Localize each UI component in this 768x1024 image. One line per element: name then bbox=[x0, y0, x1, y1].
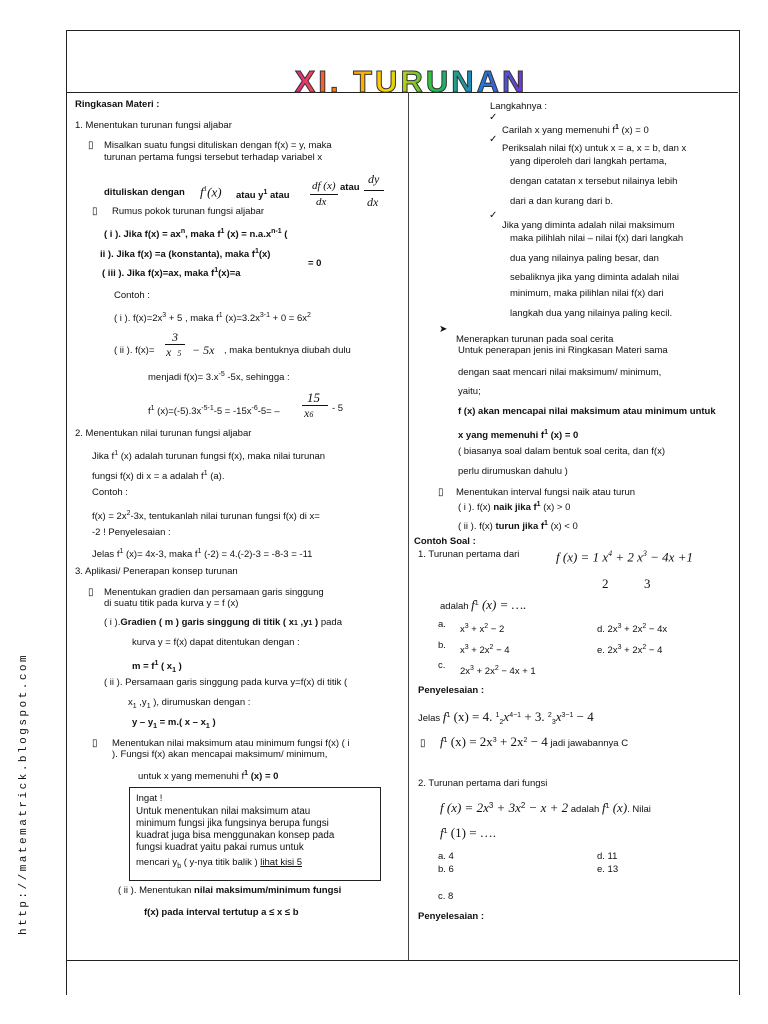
arrow-bullet-icon: ➤ bbox=[439, 324, 448, 335]
s3-text-2: di suatu titik pada kurva y = f (x) bbox=[104, 598, 239, 609]
s1-text-2: turunan pertama fungsi tersebut terhadap variabel x bbox=[104, 152, 323, 163]
s2-text-2: fungsi f(x) di x = a adalah $f^1$ (a). bbox=[92, 470, 225, 483]
s2-text-1: Jika $f^1$ (x) adalah turunan fungsi f(x), maka nilai turunan bbox=[92, 450, 326, 463]
check-icon: ✓ bbox=[489, 112, 498, 123]
cerita-heading: Menerapkan turunan pada soal cerita bbox=[456, 334, 614, 345]
side-url: http://matematrick.blogspot.com bbox=[18, 652, 30, 935]
example-ii-a: ( ii ). f(x)= bbox=[114, 345, 155, 356]
penyelesaian-2: Penyelesaian : bbox=[418, 911, 485, 922]
q1-jelas: Jelas $f^1$ (x) = 4. $^1_2x^{4-1} + 3$. $^2_3x^{3-1} - 4$ bbox=[418, 709, 594, 727]
rule-ii: ii ). Jika f(x) =a (konstanta), maka $f^1(x)$ bbox=[100, 248, 271, 261]
s3-interval-2: f(x) pada interval tertutup a ≤ x ≤ b bbox=[144, 907, 299, 918]
s3-garis-formula: $y - y_1 = m$.( x – $x_1$ ) bbox=[132, 717, 216, 730]
s2-example-1: $f(x) = 2x^2-3x$, tentukanlah nilai turunan fungsi f(x) di x= bbox=[92, 510, 320, 523]
dy-denominator: dx bbox=[367, 195, 379, 209]
cerita-8: perlu dirumuskan dahulu ) bbox=[458, 466, 568, 477]
langkah-2d: dari a dan kurang dari b. bbox=[510, 196, 613, 207]
ex-ii-numerator: 3 bbox=[172, 330, 178, 344]
q1-adalah: adalah $f^1$ (x) = …. bbox=[440, 597, 527, 613]
q1-option-b-label: b. bbox=[438, 640, 446, 651]
page-title bbox=[278, 64, 544, 98]
q2-text: 2. Turunan pertama dari fungsi bbox=[418, 778, 548, 789]
s3-max-2: ). Fungsi f(x) akan mencapai maksimum/ minimum, bbox=[112, 749, 328, 760]
bullet-icon: ▯ bbox=[438, 487, 444, 498]
s3-garis: ( ii ). Persamaan garis singgung pada kurva y=f(x) di titik ( bbox=[104, 677, 348, 688]
section-2-title: 2. Menentukan nilai turunan fungsi aljabar bbox=[75, 428, 252, 439]
q1-option-e: e. $2x^3 + 2x^2 - 4$ bbox=[597, 644, 663, 657]
s1-text-1: Misalkan suatu fungsi dituliskan dengan f(x) = y, maka bbox=[104, 140, 332, 151]
langkah-3b: maka pilihlah nilai – nilai f(x) dari langkah bbox=[510, 233, 684, 244]
langkah-2c: dengan catatan x tersebut nilainya lebih bbox=[510, 176, 678, 187]
bullet-icon: ▯ bbox=[420, 738, 426, 749]
s3-gradien: ( i ).Gradien ( m ) garis singgung di titik ( x1 ,y1 ) pada bbox=[104, 617, 342, 628]
ingat-line-5: mencari $y_b$ ( y-nya titik balik ) lihat kisi 5 bbox=[136, 857, 302, 870]
s3-max-1: Menentukan nilai maksimum atau minimum fungsi f(x) ( i bbox=[112, 738, 350, 749]
ex-ii-denominator-2: x6 bbox=[304, 406, 314, 420]
s3-max-3: untuk x yang memenuhi $f^1$ (x) = 0 bbox=[138, 770, 279, 783]
s2-contoh: Contoh : bbox=[92, 487, 128, 498]
ingat-line-1: Untuk menentukan nilai maksimum atau bbox=[136, 806, 311, 817]
q1-option-c: $2x^3 + 2x^2 - 4x + 1$ bbox=[460, 665, 536, 678]
cerita-6: x yang memenuhi $f^1$ (x) = 0 bbox=[458, 429, 579, 442]
example-i: ( i ). $f(x)=2x^3 + 5$ , maka $f^1$ $(x)=3.2x^{3-1} + 0 = 6x^2$ bbox=[114, 312, 311, 325]
s3-gradien-formula: $m = f^1$ ( $x_1$ ) bbox=[132, 660, 182, 675]
langkah-3d: sebaliknya jika yang diminta adalah nilai bbox=[510, 272, 679, 283]
s3-garis-2: $x_1$ $,y_1$ ), dirumuskan dengan : bbox=[128, 697, 251, 710]
ingat-line-4: fungsi kuadrat yaitu pakai rumus untuk bbox=[136, 842, 304, 853]
example-ii-e: $f^1$ $(x)=(-5).3x^{-5-1}-5 = -15x^{-6}-5=$ – bbox=[148, 405, 280, 418]
cerita-4: yaitu; bbox=[458, 386, 481, 397]
langkah-2a: Periksalah nilai f(x) untuk x = a, x = b, dan x bbox=[502, 143, 687, 154]
ex-ii-denominator: x 5 bbox=[166, 345, 182, 359]
ingat-title: Ingat ! bbox=[136, 793, 163, 804]
q2-option-b: b. 6 bbox=[438, 864, 454, 875]
dy-numerator: dy bbox=[368, 172, 380, 186]
s1-text-3b: atau $y^1$ atau bbox=[236, 189, 290, 202]
cerita-7: ( biasanya soal dalam bentuk soal cerita, dan f(x) bbox=[458, 446, 665, 457]
q2-value: $f^1$ (1) = …. bbox=[440, 825, 497, 841]
q2-option-a: a. 4 bbox=[438, 851, 454, 862]
check-icon: ✓ bbox=[489, 134, 498, 145]
column-divider bbox=[408, 92, 409, 960]
rumus-heading: Rumus pokok turunan fungsi aljabar bbox=[112, 206, 265, 217]
langkah-heading: Langkahnya : bbox=[490, 101, 548, 112]
q2-function: f $(x) = 2x^3 + 3x^2 - x + 2$ adalah $f^1$ (x). Nilai bbox=[440, 800, 651, 816]
langkah-1: Carilah x yang memenuhi $f^1$ (x) = 0 bbox=[502, 124, 649, 137]
df-numerator: df (x) bbox=[312, 180, 336, 192]
q1-option-d: d. $2x^3 + 2x^2 - 4x$ bbox=[597, 623, 668, 636]
naik-i: ( i ). f(x) naik jika $f^1$ (x) > 0 bbox=[458, 501, 571, 514]
q1-text: 1. Turunan pertama dari bbox=[418, 549, 520, 560]
ingat-line-2: minimum fungsi jika fungsinya berupa fungsi bbox=[136, 818, 329, 829]
ex-ii-rest: − 5x bbox=[192, 343, 215, 357]
example-ii-b: , maka bentuknya diubah dulu bbox=[224, 345, 351, 356]
s1-text-3d: atau bbox=[340, 182, 360, 193]
bullet-icon: ▯ bbox=[88, 140, 94, 151]
ex-ii-numerator-2: 15 bbox=[307, 390, 320, 405]
ingat-link[interactable]: lihat kisi 5 bbox=[260, 857, 302, 868]
cerita-3: dengan saat mencari nilai maksimum/ minimum, bbox=[458, 367, 662, 378]
langkah-3a: Jika yang diminta adalah nilai maksimum bbox=[502, 220, 675, 231]
section-1-title: 1. Menentukan turunan fungsi aljabar bbox=[75, 120, 232, 131]
q1-denominator-2: 3 bbox=[644, 576, 651, 591]
langkah-3e: minimum, maka pilihlan nilai f(x) dari bbox=[510, 288, 664, 299]
bullet-icon: ▯ bbox=[92, 738, 98, 749]
s3-interval-1: ( ii ). Menentukan nilai maksimum/minimum fungsi bbox=[118, 885, 342, 896]
s1-text-3a: dituliskan dengan bbox=[104, 187, 185, 198]
s2-example-2: -2 ! Penyelesaian : bbox=[92, 527, 171, 538]
bullet-icon: ▯ bbox=[88, 587, 94, 598]
cerita-2: Untuk penerapan jenis ini Ringkasan Materi sama bbox=[458, 345, 668, 356]
q1-option-b: $x^3 + 2x^2 - 4$ bbox=[460, 644, 510, 657]
langkah-3c: dua yang nilainya paling besar, dan bbox=[510, 253, 659, 264]
penyelesaian-1: Penyelesaian : bbox=[418, 685, 485, 696]
df-denominator: dx bbox=[316, 196, 327, 208]
section-3-title: 3. Aplikasi/ Penerapan konsep turunan bbox=[75, 566, 238, 577]
bullet-icon: ▯ bbox=[92, 206, 98, 217]
rule-ii-eq: = 0 bbox=[308, 258, 322, 269]
q1-option-a-label: a. bbox=[438, 619, 446, 630]
s3-gradien-2: kurva y = f(x) dapat ditentukan dengan : bbox=[132, 637, 300, 648]
example-ii-end: - 5 bbox=[332, 403, 344, 414]
fraction-bar bbox=[364, 190, 384, 191]
langkah-2b: yang diperoleh dari langkah pertama, bbox=[510, 156, 667, 167]
naik-heading: Menentukan interval fungsi naik atau turun bbox=[456, 487, 636, 498]
contoh-soal-heading: Contoh Soal : bbox=[414, 536, 476, 547]
q2-option-c: c. 8 bbox=[438, 891, 454, 902]
title-text: XI. TURUNAN bbox=[294, 64, 528, 98]
example-ii-c: menjadi $f(x)= 3.x^{-5}$ -5x, sehingga : bbox=[148, 371, 290, 384]
bottom-rule bbox=[66, 960, 738, 961]
q2-option-d: d. 11 bbox=[597, 851, 618, 862]
turun-ii: ( ii ). f(x) turun jika $f^1$ (x) < 0 bbox=[458, 520, 578, 533]
q1-option-c-label: c. bbox=[438, 660, 446, 671]
f-prime-symbol: $f^1(x)$ bbox=[200, 184, 222, 200]
summary-heading: Ringkasan Materi : bbox=[75, 99, 160, 110]
q1-option-a: $x^3 + x^2 - 2$ bbox=[460, 623, 505, 636]
check-icon: ✓ bbox=[489, 210, 498, 221]
rule-i: ( i ). Jika $f(x) = ax^n$, maka $f^1$ $(x) = n.a.x^{n-1}$ ( bbox=[104, 228, 288, 241]
q1-answer: $f^1$ $(x) = 2x^3 + 2x^2 - 4$ jadi jawabannya C bbox=[440, 734, 629, 750]
q2-option-e: e. 13 bbox=[597, 864, 619, 875]
ingat-line-3: kuadrat juga bisa menggunakan konsep pada bbox=[136, 830, 335, 841]
q1-function: f (x) = 1 $x^4 + 2$ $x^3 - 4x +1$ bbox=[556, 549, 693, 565]
cerita-5: f (x) akan mencapai nilai maksimum atau minimum untuk bbox=[458, 406, 716, 417]
s3-text-1: Menentukan gradien dan persamaan garis singgung bbox=[104, 587, 324, 598]
rule-iii: ( iii ). Jika f(x)=ax, maka $f^1(x)=a$ bbox=[102, 267, 241, 280]
fraction-bar bbox=[310, 194, 338, 195]
q1-denominator-1: 2 bbox=[602, 576, 609, 591]
s2-example-3: Jelas $f^1$ (x)= 4x-3, maka $f^1$ (-2) = 4.(-2)-3 = -8-3 = -11 bbox=[92, 548, 313, 561]
langkah-3f: langkah dua yang nilainya paling kecil. bbox=[510, 308, 673, 319]
contoh-label: Contoh : bbox=[114, 290, 150, 301]
